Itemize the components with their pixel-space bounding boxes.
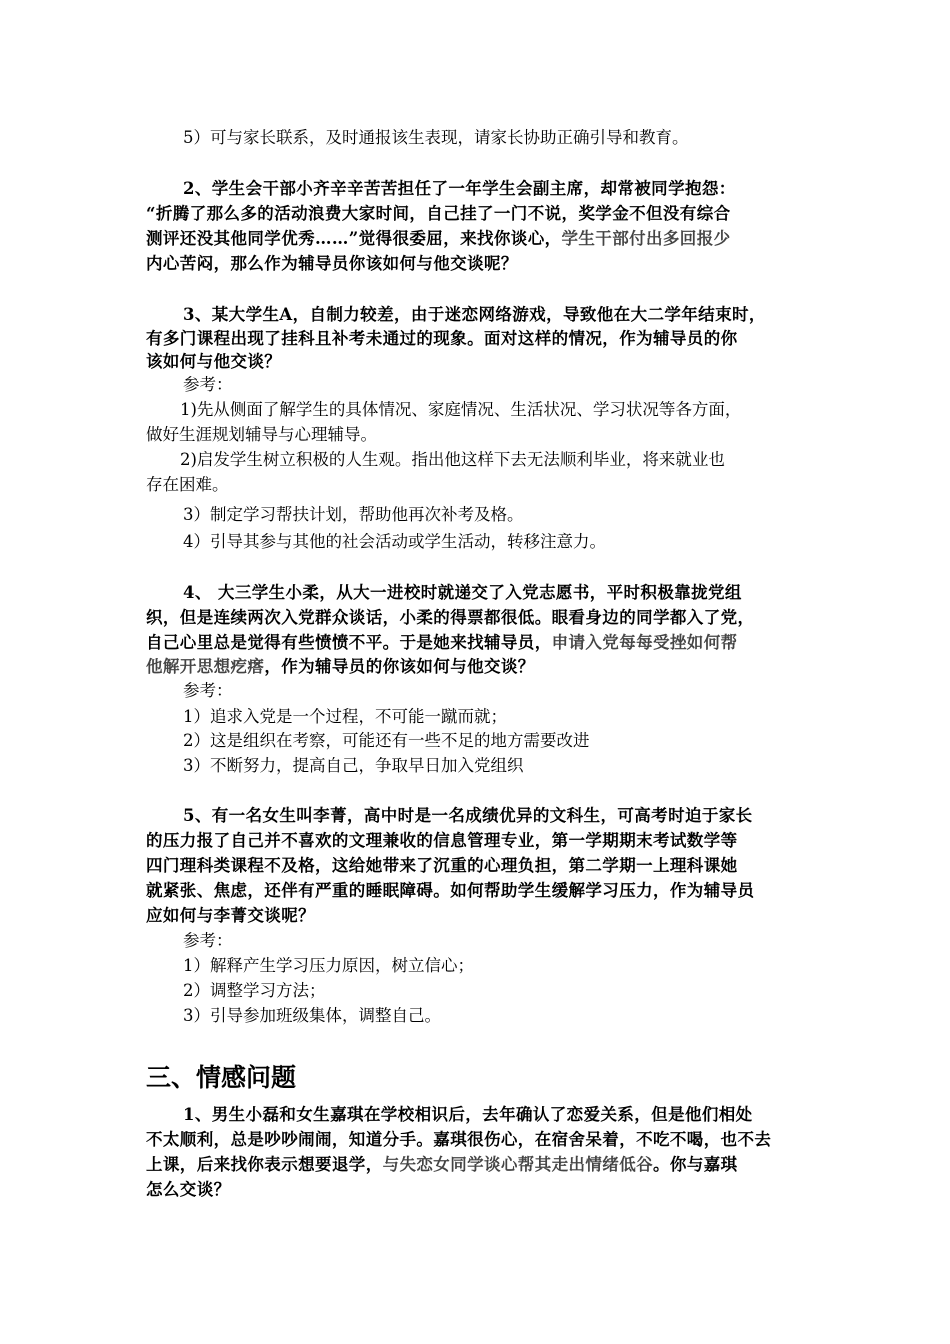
- question-2-line-1: 2、学生会干部小齐辛辛苦苦担任了一年学生会副主席，却常被同学抱怨：: [183, 179, 736, 198]
- question-5-reference-1: 1）解释产生学习压力原因，树立信心；: [183, 956, 474, 975]
- question-4-line-1: 4、 大三学生小柔，从大一进校时就递交了入党志愿书，平时积极靠拢党组: [183, 583, 742, 602]
- question-3-reference-label: 参考：: [183, 375, 233, 394]
- question-2-line-3: [146, 227, 731, 251]
- section-3-topic-highlight: 与失恋女同学谈心帮其走出情绪低谷: [382, 1155, 654, 1174]
- question-4-line-3: [146, 631, 738, 655]
- question-4-topic-highlight: 申请入党每每受挫如何帮: [551, 633, 738, 652]
- question-3-line-2: 有多门课程出现了挂科且补考未通过的现象。面对这样的情况，作为辅导员的你: [146, 329, 738, 348]
- question-4-line-3-text: 自己心里总是觉得有些愤愤不平。于是她来找辅导员，: [146, 633, 552, 652]
- question-3-reference-2a: 2)启发学生树立积极的人生观。指出他这样下去无法顺利毕业，将来就业也: [180, 450, 725, 469]
- previous-answer-item-5: 5）可与家长联系，及时通报该生表现，请家长协助正确引导和教育。: [183, 128, 689, 147]
- section-3-heading: 三、情感问题: [146, 1063, 297, 1092]
- question-5-line-2: 的压力报了自己并不喜欢的文理兼收的信息管理专业，第一学期期末考试数学等: [146, 831, 738, 850]
- question-3-line-3: 该如何与他交谈？: [146, 352, 282, 371]
- question-3-reference-1a: 1)先从侧面了解学生的具体情况、家庭情况、生活状况、学习状况等各方面，: [180, 400, 742, 419]
- question-3-reference-3: 3）制定学习帮扶计划，帮助他再次补考及格。: [183, 505, 524, 524]
- section-3-line-3-tail: 。你与嘉琪: [653, 1155, 738, 1174]
- question-2-line-3-text: 测评还没其他同学优秀……”觉得很委屈，来找你谈心，: [146, 229, 562, 248]
- section-3-question-1-line-2: 不太顺利，总是吵吵闹闹，知道分手。嘉琪很伤心，在宿舍呆着，不吃不喝，也不去: [146, 1130, 772, 1149]
- section-3-question-1-line-3: [146, 1153, 738, 1177]
- question-5-line-5: 应如何与李菁交谈呢？: [146, 906, 315, 925]
- question-3-reference-4: 4）引导其参与其他的社会活动或学生活动，转移注意力。: [183, 532, 606, 551]
- question-3-reference-1b: 做好生涯规划辅导与心理辅导。: [146, 425, 377, 444]
- question-5-line-1: 5、有一名女生叫李菁，高中时是一名成绩优异的文科生，可高考时迫于家长: [183, 806, 753, 825]
- question-3-line-1: 3、某大学生A，自制力较差，由于迷恋网络游戏，导致他在大二学年结束时，: [183, 305, 766, 324]
- question-4-reference-3: 3）不断努力，提高自己，争取早日加入党组织: [183, 756, 524, 775]
- question-4-reference-label: 参考：: [183, 681, 233, 700]
- question-4-reference-2: 2）这是组织在考察，可能还有一些不足的地方需要改进: [183, 731, 590, 750]
- question-5-line-3: 四门理科类课程不及格，这给她带来了沉重的心理负担，第二学期一上理科课她: [146, 856, 738, 875]
- question-4-line-4: [146, 655, 535, 679]
- question-5-line-4: 就紧张、焦虑，还伴有严重的睡眠障碍。如何帮助学生缓解学习压力，作为辅导员: [146, 881, 755, 900]
- section-3-question-1-line-1: 1、男生小磊和女生嘉琪在学校相识后，去年确认了恋爱关系，但是他们相处: [183, 1105, 753, 1124]
- question-4-reference-1: 1）追求入党是一个过程，不可能一蹴而就；: [183, 707, 507, 726]
- question-5-reference-label: 参考：: [183, 931, 233, 950]
- question-2-line-2: “折腾了那么多的活动浪费大家时间，自己挂了一门不说，奖学金不但没有综合: [146, 204, 731, 223]
- question-5-reference-2: 2）调整学习方法；: [183, 981, 326, 1000]
- question-2-topic-highlight: 学生干部付出多回报少: [561, 229, 731, 248]
- section-3-line-3-text: 上课，后来找你表示想要退学，: [146, 1155, 383, 1174]
- question-4-line-4-text: ，作为辅导员的你该如何与他交谈？: [264, 657, 535, 676]
- question-4-line-2: 织，但是连续两次入党群众谈话，小柔的得票都很低。眼看身边的同学都入了党，: [146, 608, 755, 627]
- question-3-reference-2b: 存在困难。: [146, 475, 229, 494]
- question-5-reference-3: 3）引导参加班级集体，调整自己。: [183, 1006, 441, 1025]
- question-2-line-4: 内心苦闷，那么作为辅导员你该如何与他交谈呢？: [146, 254, 518, 273]
- section-3-question-1-line-4: 怎么交谈？: [146, 1180, 231, 1199]
- question-4-topic-highlight-cont: 他解开思想疙瘩: [146, 657, 265, 676]
